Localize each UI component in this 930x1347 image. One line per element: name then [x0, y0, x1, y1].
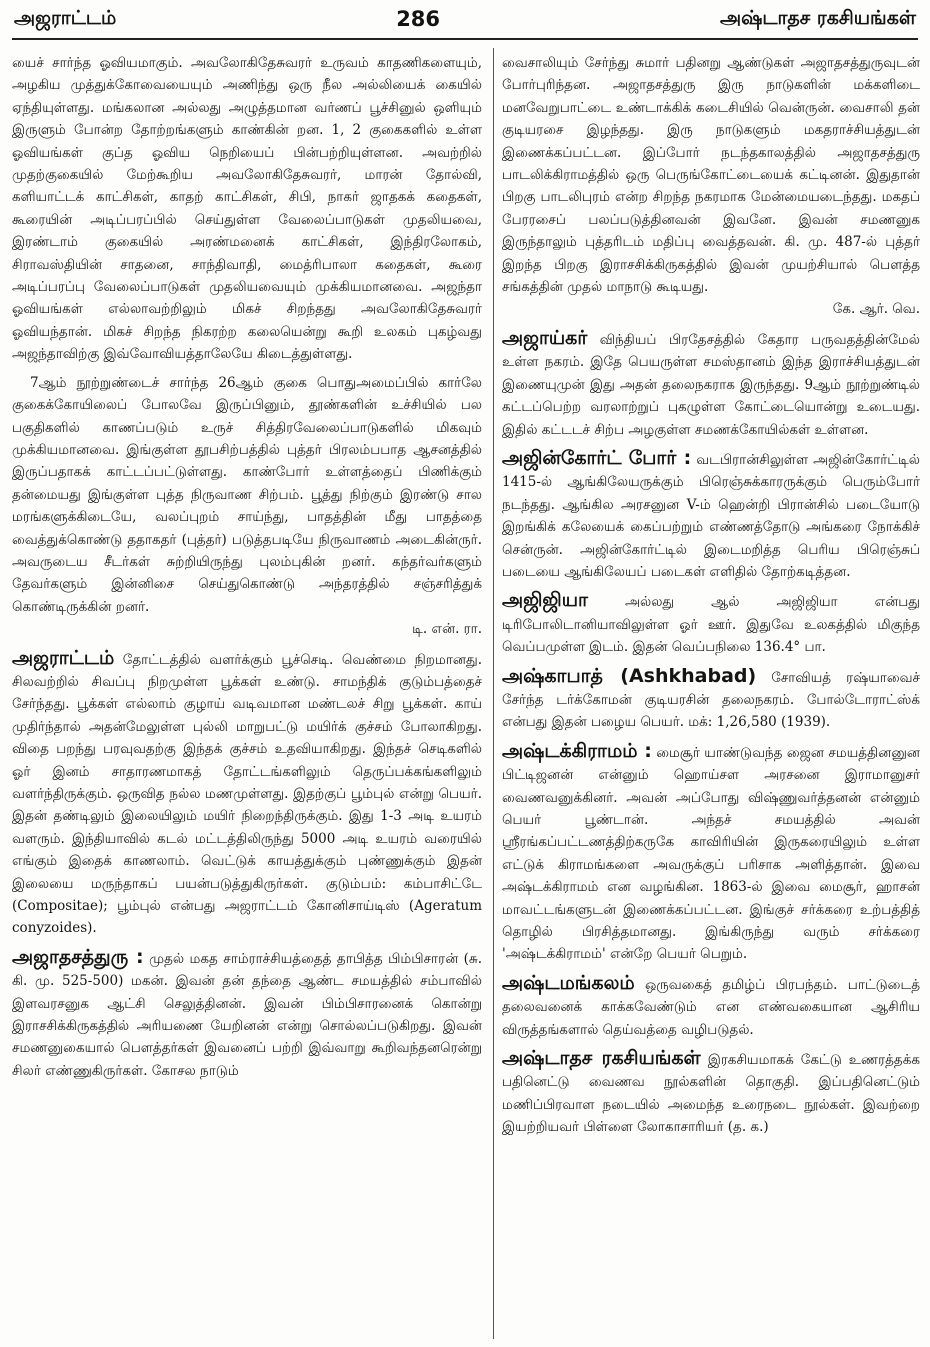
- entry-continuation: [502, 52, 920, 321]
- entry-text: தோட்டத்தில் வளர்க்கும் பூச்செடி. வெண்மை நிறமானது. சிலவற்றில் சிவப்பு நிறமுள்ள பூக்கள் உண்டு. சாமந்திக் குடும்பத்தைச் சேர்ந்தது. பூக்கள் எல்லாம் குழாய் வடிவமான மண்டலச் சிறு பூக்கள். காய் முதிர்ந்தால் அதன்மேலுள்ள புல்லி மாறுபட்டு மயிர்க் குச்சம் போலாகிறது. விதை பறந்து பரவுவதற்கு இந்தக் குச்சம் உதவியாகிறது. இந்தச் செடிகளில் ஓர் இனம் சாதாரணமாகத் தோட்டங்களிலும் தெருப்பக்கங்களிலும் வளர்ந்திருக்கும். ஒருவித நல்ல மணமுள்ளது. இதற்குப் பூம்புல் என்று பெயர். இதன் தண்டிலும் இலையிலும் மயிர் நிறைந்திருக்கும். இது 1-3 அடி உயரம் வளரும். இந்தியாவில் கடல் மட்டத்திலிருந்து 5000 அடி உயரம் வரையில் எங்கும் இதைக் காணலாம். வெட்டுக் காயத்துக்கும் புண்ணுக்கும் இதன் இலையை மருந்தாகப் பயன்படுத்துகிருர்கள். குடும்பம்: கம்பாசிட்டே (Compositae); பூம்புல் என்பது அஜராட்டம் கோனிசாய்டிஸ் (Ageratum conyzoides).: [12, 651, 482, 937]
- column-divider: [493, 48, 494, 1339]
- entry-heading: அஜாதசத்துரு :: [12, 945, 144, 968]
- entry-ashtadasa-ragasiyangal: [502, 1047, 920, 1139]
- entry-text: யைச் சார்ந்த ஓவியமாகும். அவலோகிதேசுவரர் உருவம் காதணிகளையும், அழகிய முத்துக்கோவையையும் அணிந்து ஒரு நீல அல்லியைக் கையில் ஏந்தியுள்ளது. மங்கலான அல்லது அழுத்தமான வர்ணப் பூச்சினுல் ஒளியும் இருளும் போன்ற தோற்றங்களும் காண்கின் றன. 1, 2 குகைகளில் உள்ள ஓவியங்கள் குப்த ஓவிய நெறியைப் பின்பற்றியுள்ளன. அவற்றில் முதற்குகையில் மேற்கூறிய அவலோகிதேசுவரர், மாரன் தோல்வி, களியாட்டக் காட்சிகள், காதற் காட்சிகள், சிபி, நாகர் ஜாதகக் கதைகள், கூரையின் அடிப்பரப்பில் செய்துள்ள வேலைப்பாடுகள் முதலியவை, இரண்டாம் குகையில் அரண்மனைக் காட்சிகள், இந்திரலோகம், சிராவஸ்தியின் சாதனை, சாந்திவாதி, மைத்ரிபாலா கதைகள், கூரை அடிப்பரப்பு வேலைப்பாடுகள் முதலியவையும் முக்கியமானவை. அஜந்தா ஓவியங்கள் எல்லாவற்றிலும் மிகச் சிறந்தது அவலோகிதேசுவரர் ஓவியந்தான். மிகச் சிறந்த நிகரற்ற கலையென்று கூறி உலகம் புகழ்வது அஜந்தாவிற்கு இவ்வோவியத்தாலேயே கிடைத்துள்ளது.: [12, 55, 482, 363]
- entry-heading: அஷ்காபாத் (Ashkhabad): [502, 664, 757, 687]
- author-initials: கே. ஆர். வெ.: [832, 301, 920, 318]
- entry-text: வைசாலியும் சேர்ந்து சுமார் பதினறு ஆண்டுகள் அஜாதசத்துருவுடன் போர்புரிந்தன. அஜாதசத்துரு இரு நாடுகளின் மக்களிடை மனவேறுபாட்டை உண்டாக்கிக் கடைசியில் வென்ருன். வைசாலி தன் குடியரசை இழந்தது. இரு நாடுகளும் மகதராச்சியத்துடன் இணைக்கப்பட்டன. இப்போர் நடந்தகாலத்தில் அஜாதசத்துரு பாடலிக்கிராமத்தில் ஒரு பெருங்கோட்டையைக் கட்டினன். இதுதான் பிறகு பாடலிபுரம் என்ற சிறந்த நகரமாக மேன்மையடைந்தது. மகதப் பேரரசைப் பலப்படுத்தினவன் இவனே. இவன் சமணனுக இருந்தாலும் புத்தரிடம் மதிப்பு வைத்தவன். கி. மு. 487-ல் புத்தர் இறந்த பிறகு இராசசிக்கிருகத்தில் இவன் முயற்சியால் பௌத்த சங்கத்தின் முதல் மாநாடு கூடியது.: [502, 55, 920, 296]
- entry-ajathasathru: [12, 946, 482, 1082]
- entry-heading: அஷ்டாதச ரகசியங்கள்: [502, 1047, 701, 1070]
- entry-heading: அஜராட்டம்: [12, 646, 115, 669]
- entry-heading: அஜிஜியா: [502, 589, 588, 612]
- entry-text: முதல் மகத சாம்ராச்சியத்தைத் தாபித்த பிம்பிசாரன் (சு. கி. மு. 525-500) மகன். இவன் தன் தந்தை ஆண்ட சமயத்தில் சம்பாவில் இளவரசனுக ஆட்சி செலுத்தினன். இவன் பிம்பிசாரனைக் கொன்று இராசசிக்கிருகத்தில் அரியணை யேறினன் என்று சொல்லப்படுகிறது. இவன் சமணனுகையால் பௌத்தர்கள் இவனைப் பற்றி இவ்வாறு கூறிவந்தனரென்று சிலர் எண்ணுகிருர்கள். கோசல நாடும்: [12, 950, 482, 1079]
- author-initials: டி. என். ரா.: [412, 621, 482, 638]
- entry-ashtamangalam: [502, 972, 920, 1041]
- right-column: [502, 52, 920, 1342]
- entry-text: விந்தியப் பிரதேசத்தில் கேதார பருவதத்தின்மேல் உள்ள நகரம். இதே பெயருள்ள சமஸ்தானம் இந்த இராச்சியத்துடன் இணையுமுன் இது அதன் தலைநகராக இருந்தது. 9ஆம் நூற்றுண்டில் கட்டப்பெற்ற வரலாற்றுப் புகழுள்ள கோட்டையொன்று உடையது. இதில் கட்டடச் சிற்ப அழகுள்ள சமணக்கோயில்கள் உள்ளன.: [502, 331, 920, 438]
- entry-ajarattam: [12, 647, 482, 940]
- entry-text: மைசூர் யாண்டுவந்த ஜைன சமயத்தினனுன பிட்டிஜனன் என்னும் ஹொய்சள அரசனை இராமானுசர் வைணவனுக்கினர். அவன் அப்போது விஷ்ணுவர்த்தனன் என்னும் பெயர் பூண்டான். அந்தச் சமயத்தில் அவன் ஸ்ரீரங்கப்பட்டணத்திற்கருகே காவிரியின் இருகரையிலும் உள்ள எட்டுக் கிராமங்களை அவருக்குப் பரிசாக அளித்தான். இவை அஷ்டக்கிராமம் என வழங்கின. 1863-ல் இவை மைசூர், ஹாசன் மாவட்டங்களுடன் இணைக்கப்பட்டன. இங்குச் சர்க்கரை உற்பத்தித் தொழில் பிரசித்தமானது. இங்கிருந்து வரும் சர்க்கரை 'அஷ்டக்கிராமம்' என்றே பெயர் பெறும்.: [502, 744, 920, 963]
- entry-text: ஒருவகைத் தமிழ்ப் பிரபந்தம். பாட்டுடைத் தலைவனைக் காக்கவேண்டும் என எண்வகையான ஆசிரிய விருத்தங்களால் தெய்வத்தை வழிபடுதல்.: [502, 976, 920, 1038]
- header-left-guideword: அஜராட்டம்: [14, 6, 117, 29]
- left-column: [12, 52, 482, 1342]
- entry-heading: அஜின்கோர்ட் போர் :: [502, 446, 692, 469]
- entry-text: 7ஆம் நூற்றுண்டைச் சார்ந்த 26ஆம் குகை பொதுஅமைப்பில் கார்லே குகைக்கோயிலைப் போலவே இருப்பினும், தூண்களின் உச்சியில் பல பகுதிகளில் காணப்படும் உருச் சித்திரவேலைப்பாடுகளில் மிகவும் முக்கியமானவை. இங்குள்ள தூபசிற்பத்தில் புத்தர் பிரலம்பபாத ஆசனத்தில் இருப்பதாகக் காட்டப்பட்டுள்ளது. காண்போர் உள்ளத்தைப் பிணிக்கும் தன்மையது இங்குள்ள புத்த நிருவாண சிற்பம். பூத்து நிற்கும் இரண்டு சால மரங்களுக்கிடையே, வலப்புறம் சாய்ந்து, பாதத்தின் மீது பாதத்தை வைத்துக்கொண்டு ததாகதர் (புத்தர்) படுத்தபடியே நிருவாணம் அடைகின்ருர். அவருடைய சீடர்கள் சுற்றியிருந்து புலம்புகின் றனர். கந்தர்வர்களும் தேவர்களும் இன்னிசை செய்துகொண்டு அந்தரத்தில் சஞ்சரித்துக் கொண்டிருக்கின் றனர்.: [12, 374, 482, 615]
- entry-ashtagramam: [502, 740, 920, 966]
- entry-text: அல்லது ஆல் அஜிஜியா என்பது டிரிபோலிடானியாவிலுள்ள ஓர் ஊர். இதுவே உலகத்தில் மிகுந்த வெப்பமுள்ள இடம். இதன் வெப்பநிலை 136.4° பா.: [502, 594, 920, 656]
- entry-text: இரகசியமாகக் கேட்டு உணரத்தக்க பதினெட்டு வைணவ நூல்களின் தொகுதி. இப்பதினெட்டும் மணிப்பிரவாள நடையில் அமைந்த உரைநடை நூல்கள். இவற்றை இயற்றியவர் பிள்ளை லோகாசாரியர் (த. க.): [502, 1052, 920, 1136]
- header-right-guideword: அஷ்டாதச ரகசியங்கள்: [719, 6, 916, 29]
- entry-text: சோவியத் ரஷ்யாவைச் சேர்ந்த டர்க்கோமன் குடியரசின் தலைநகரம். போல்டோராட்ஸ்க் என்பது இதன் பழைய பெயர். மக்: 1,26,580 (1939).: [502, 669, 920, 731]
- entry-text: வடபிரான்சிலுள்ள அஜின்கோர்ட்டில் 1415-ல் ஆங்கிலேயருக்கும் பிரெஞ்சுக்காரருக்கும் பெரும்போர் நடந்தது. ஆங்கில அரசனுன V-ம் ஹென்றி பிரான்சில் படையோடு இறங்கிக் கலேயைக் கைப்பற்றும் எண்ணத்தோடு அங்கரை நோக்கிச் சென்ருன். அஜின்கோர்ட்டில் இடைமறித்த பெரிய பிரெஞ்சுப் படையை ஆங்கிலேயப் படைகள் எளிதில் தோற்கடித்தன.: [502, 451, 920, 580]
- entry-heading: அஷ்டக்கிராமம் :: [502, 739, 652, 762]
- entry-agincourt-battle: [502, 447, 920, 583]
- entry-ashkhabad: [502, 665, 920, 734]
- entry-paragraph: [12, 372, 482, 641]
- entry-azizia: [502, 589, 920, 658]
- header-rule: [12, 38, 918, 40]
- page-number: 286: [396, 7, 441, 31]
- entry-heading: அஜாய்கர்: [502, 326, 588, 349]
- entry-ajaygar: [502, 327, 920, 441]
- page-header: [14, 2, 916, 36]
- entry-continuation: [12, 52, 482, 366]
- entry-heading: அஷ்டமங்கலம்: [502, 971, 635, 994]
